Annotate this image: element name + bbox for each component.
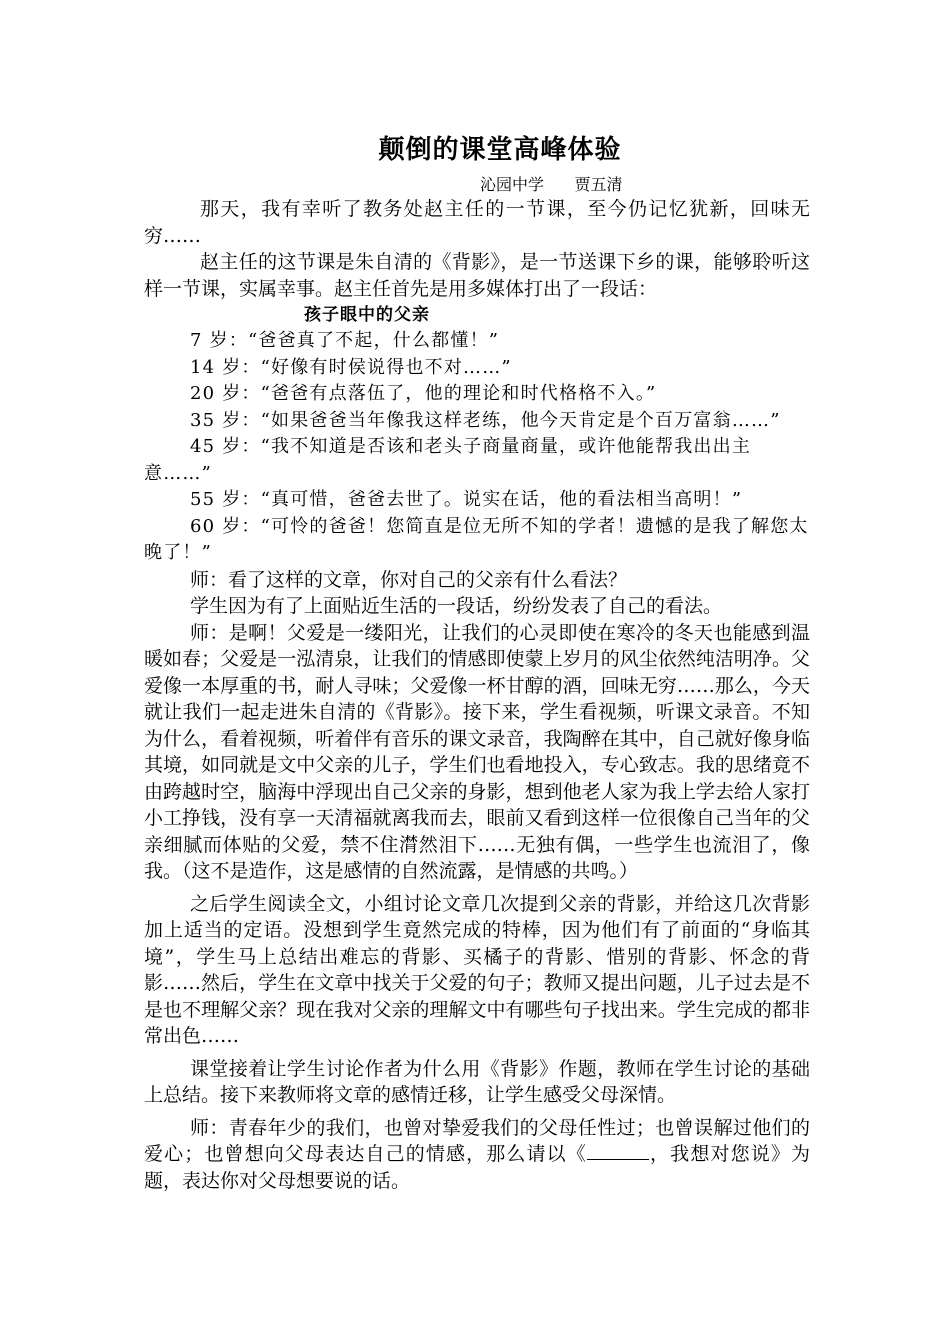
quote-text: 14 岁：“好像有时侯说得也不对……”: [190, 356, 512, 378]
body-paragraph-4: 之后学生阅读全文，小组讨论文章几次提到父亲的背影，并给这几次背影加上适当的定语。没想到学生竟然完成的特棒，因为他们有了前面的“身临其境”，学生马上总结出难忘的背影、买橘子的背影、惜别的背影、怀念的背影……然后，学生在文章中找关于父爱的句子；教师又提出问题，儿子过去是不是也不理解父亲？现在我对父亲的理解文中有哪些句子找出来。学生完成的都非常出色……: [144, 892, 810, 1047]
fill-in-blank: [587, 1141, 649, 1160]
closing-paragraph: [144, 1115, 810, 1195]
intro-paragraph-1: 那天，我有幸听了教务处赵主任的一节课，至今仍记忆犹新，回味无穷……: [144, 198, 810, 247]
body-paragraph-1: 师：看了这样的文章，你对自己的父亲有什么看法？: [190, 568, 628, 591]
document-page: [144, 130, 810, 1194]
quote-subtitle: 孩子眼中的父亲: [304, 305, 430, 325]
page-title: 颠倒的课堂高峰体验: [378, 135, 622, 165]
quote-text: 7 岁：“爸爸真了不起，什么都懂！”: [190, 330, 500, 351]
closing-text-after: ，我想对您说》为题，表达你对父母想要说的话。: [144, 1143, 810, 1192]
quote-age-60: 60 岁：“可怜的爸爸！您简直是位无所不知的学者！遗憾的是我了解您太晚了！”: [144, 515, 809, 563]
closing-text-before: 师：青春年少的我们，也曾对挚爱我们的父母任性过；也曾误解过他们的爱心；也曾想向父母表达自己的情感，那么请以《: [144, 1116, 810, 1165]
quote-age-45: 45 岁：“我不知道是否该和老头子商量商量，或许他能帮我出出主意……”: [144, 436, 752, 484]
author-line: [144, 174, 810, 196]
intro-paragraph-2: 赵主任的这节课是朱自清的《背影》，是一节送课下乡的课，能够聆听这样一节课，实属幸事。赵主任首先是用多媒体打出了一段话：: [144, 251, 810, 300]
author-school: 沁园中学: [480, 175, 545, 194]
quote-age-35: 35 岁：“如果爸爸当年像我这样老练，他今天肯定是个百万富翁……”: [190, 409, 781, 431]
body-paragraph-3: 师：是啊！父爱是一缕阳光，让我们的心灵即使在寒冷的冬天也能感到温暖如春；父爱是一泓清泉，让我们的情感即使蒙上岁月的风尘依然纯洁明净。父爱像一本厚重的书，耐人寻味；父爱像一杯甘醇的酒，回味无穷……那么，今天就让我们一起走进朱自清的《背影》。接下来，学生看视频，听课文录音。不知为什么，看着视频，听着伴有音乐的课文录音，我陶醉在其中，自己就好像身临其境，如同就是文中父亲的儿子，学生们也看地投入，专心致志。我的思绪竟不由跨越时空，脑海中浮现出自己父亲的身影，想到他老人家为我上学去给人家打小工挣钱，没有享一天清福就离我而去，眼前又看到这样一位很像自己当年的父亲细腻而体贴的父爱，禁不住潸然泪下……无独有偶，一些学生也流泪了，像我。（这不是造作，这是感情的自然流露，是情感的共鸣。）: [144, 621, 810, 882]
quote-age-7: [144, 328, 810, 355]
quote-age-20: [144, 381, 810, 408]
body-paragraph-2: 学生因为有了上面贴近生活的一段话，纷纷发表了自己的看法。: [190, 595, 723, 617]
quote-text: 55 岁：“真可惜，爸爸去世了。说实在话，他的看法相当高明！”: [190, 489, 743, 510]
quote-age-55: [144, 487, 810, 514]
quote-text: 20 岁：“爸爸有点落伍了，他的理论和时代格格不入。”: [190, 383, 657, 404]
body-paragraph-5: 课堂接着让学生讨论作者为什么用《背影》作题，教师在学生讨论的基础上总结。接下来教师将文章的感情迁移，让学生感受父母深情。: [144, 1057, 810, 1106]
quote-age-14: [144, 355, 810, 382]
author-name: 贾五清: [574, 175, 623, 194]
